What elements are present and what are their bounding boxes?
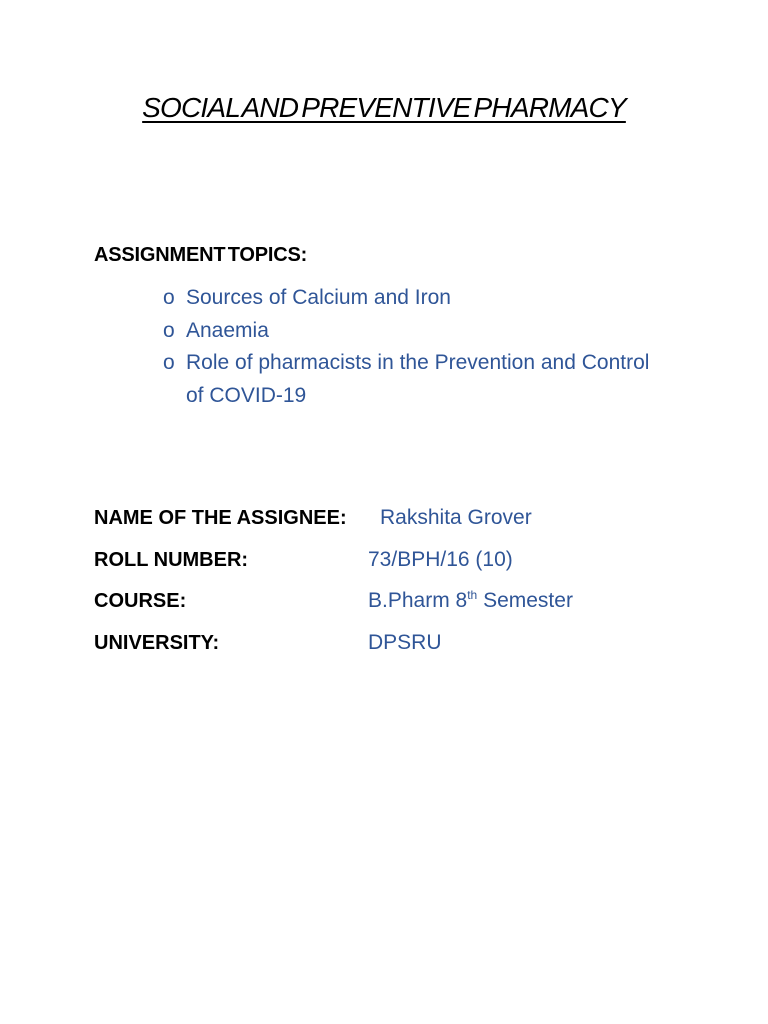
assignee-value: Rakshita Grover xyxy=(380,506,532,529)
course-value-prefix: B.Pharm 8 xyxy=(368,589,468,612)
document-title: SOCIAL AND PREVENTIVE PHARMACY xyxy=(142,92,626,123)
bullet-icon: o xyxy=(163,351,175,374)
assignment-topics-heading: ASSIGNMENT TOPICS: xyxy=(94,244,308,266)
list-item xyxy=(163,347,663,412)
list-item xyxy=(163,315,663,348)
course-value xyxy=(368,589,573,613)
list-item xyxy=(163,282,663,315)
roll-number-value: 73/BPH/16 (10) xyxy=(368,548,513,571)
course-label: COURSE: xyxy=(94,590,187,612)
course-value-suffix: Semester xyxy=(477,589,573,612)
topic-text: Role of pharmacists in the Prevention and Control of COVID-19 xyxy=(186,351,650,407)
university-label: UNIVERSITY: xyxy=(94,632,220,654)
bullet-icon: o xyxy=(163,286,175,309)
bullet-icon: o xyxy=(163,318,175,342)
assignee-label: NAME OF THE ASSIGNEE: xyxy=(94,507,347,529)
topic-text: Anaemia xyxy=(186,318,269,342)
course-value-superscript: th xyxy=(467,588,478,602)
topic-text: Sources of Calcium and Iron xyxy=(186,286,451,309)
roll-number-label: ROLL NUMBER: xyxy=(94,549,249,571)
assignment-topics-list xyxy=(163,282,663,412)
university-value: DPSRU xyxy=(368,631,442,654)
